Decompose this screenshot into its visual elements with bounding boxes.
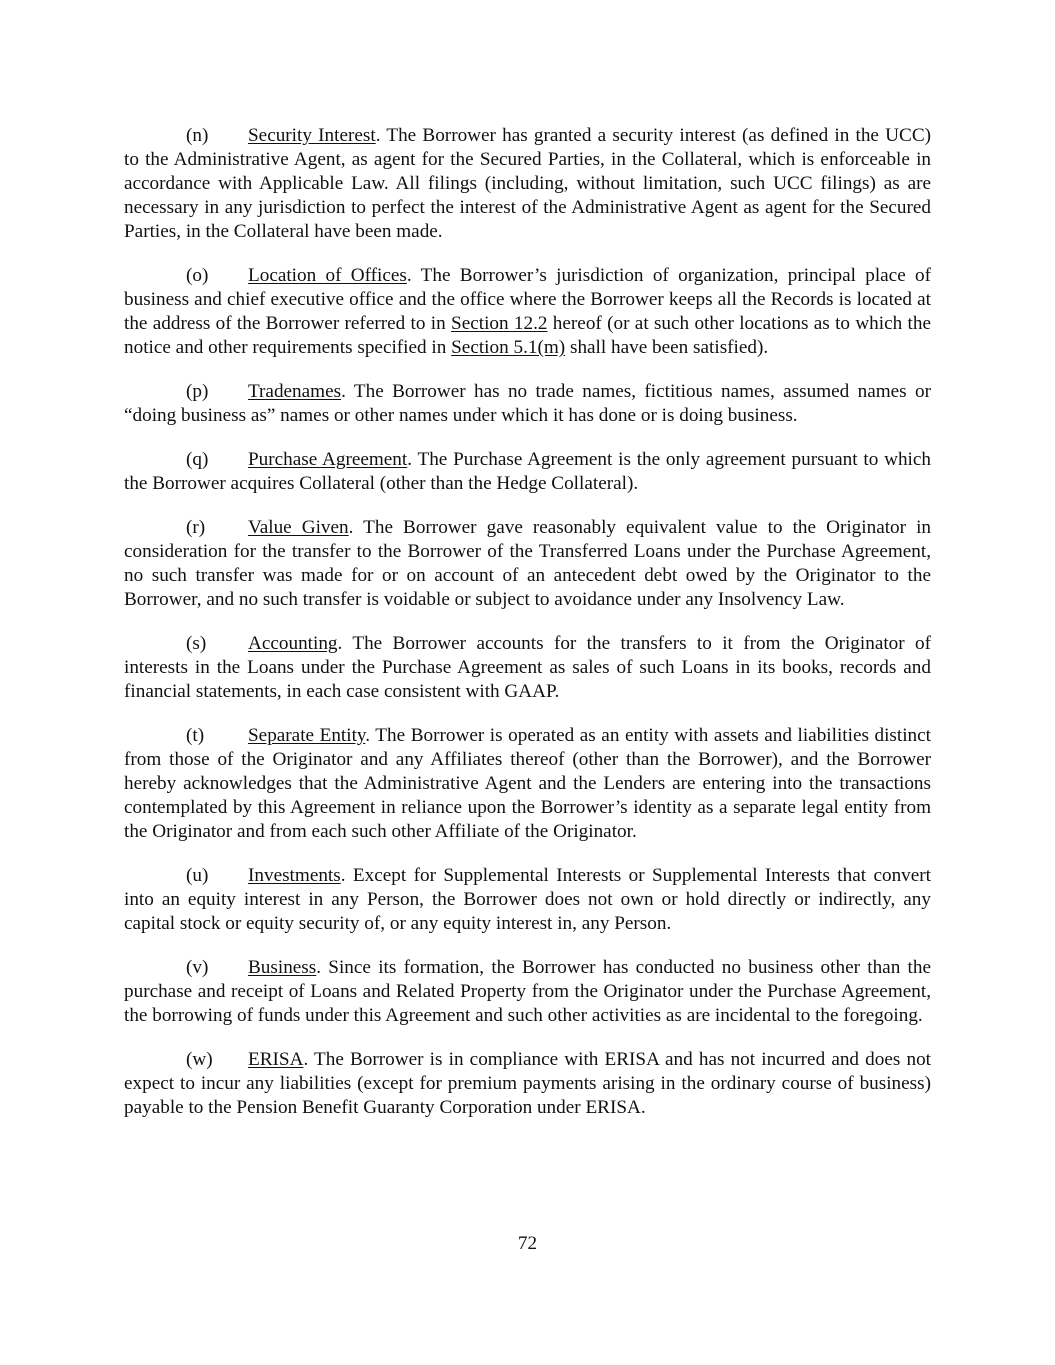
paragraph-text: . Since its formation, the Borrower has conducted no business other than the purchase and receipt of Loans and Related Property from the Originator under the Purchase Agreement, the borrowing of funds under this Agreement and such other activities as are incidental to the foregoing. <box>124 957 931 1026</box>
document-body <box>124 124 931 1140</box>
paragraph-text: . The Borrower’s jurisdiction of organization, principal place of business and chief executive office and the office where the Borrower keeps all the Records is located at the address of the Borrower referred to in <box>124 265 931 334</box>
heading-tradenames: Tradenames <box>248 381 342 402</box>
paragraph-number: (q) <box>186 449 209 470</box>
page-number: 72 <box>517 1233 538 1254</box>
paragraph-text: . The Borrower has no trade names, fictitious names, assumed names or “doing business as” names or other names under which it has done or is doing business. <box>124 381 931 426</box>
paragraph-text: . Except for Supplemental Interests or Supplemental Interests that convert into an equity interest in any Person, the Borrower does not own or hold directly or indirectly, any capital stock or equity security of, or any equity interest in, any Person. <box>124 865 931 934</box>
paragraph-v <box>124 956 931 1028</box>
heading-erisa: ERISA <box>248 1049 304 1070</box>
heading-location-of-offices: Location of Offices <box>248 265 407 286</box>
paragraph-number: (o) <box>186 265 209 286</box>
paragraph-text: . The Purchase Agreement is the only agreement pursuant to which the Borrower acquires Collateral (other than the Hedge Collateral). <box>124 449 931 494</box>
paragraph-number: (r) <box>186 517 206 538</box>
paragraph-w <box>124 1048 931 1120</box>
paragraph-q <box>124 448 931 496</box>
section-reference: Section 5.1(m) <box>451 337 566 358</box>
paragraph-number: (s) <box>186 633 207 654</box>
heading-business: Business <box>248 957 317 978</box>
heading-separate-entity: Separate Entity <box>248 725 366 746</box>
paragraph-text: . The Borrower accounts for the transfers to it from the Originator of interests in the Loans under the Purchase Agreement as sales of such Loans in its books, records and financial statements, in each case consistent with GAAP. <box>124 633 931 702</box>
paragraph-number: (v) <box>186 957 209 978</box>
section-reference: Section 12.2 <box>451 313 548 334</box>
paragraph-t <box>124 724 931 844</box>
paragraph-p <box>124 380 931 428</box>
paragraph-number: (p) <box>186 381 209 402</box>
paragraph-text: . The Borrower gave reasonably equivalent value to the Originator in consideration for the transfer to the Borrower of the Transferred Loans under the Purchase Agreement, no such transfer was made for or on account of an antecedent debt owed by the Originator to the Borrower, and no such transfer is voidable or subject to avoidance under any Insolvency Law. <box>124 517 932 610</box>
heading-investments: Investments <box>248 865 341 886</box>
paragraph-u <box>124 864 931 936</box>
paragraph-number: (u) <box>186 865 209 886</box>
heading-purchase-agreement: Purchase Agreement <box>248 449 408 470</box>
paragraph-s <box>124 632 931 704</box>
paragraph-text: . The Borrower has granted a security interest (as defined in the UCC) to the Administrative Agent, as agent for the Secured Parties, in the Collateral, which is enforceable in accordance with Applicable Law. All filings (including, without limitation, such UCC filings) as are necessary in any jurisdiction to perfect the interest of the Administrative Agent as agent for the Secured Parties, in the Collateral have been made. <box>124 125 932 242</box>
paragraph-number: (n) <box>186 125 209 146</box>
paragraph-text: . The Borrower is in compliance with ERISA and has not incurred and does not expect to incur any liabilities (except for premium payments arising in the ordinary course of business) payable to the Pension Benefit Guaranty Corporation under ERISA. <box>124 1049 931 1118</box>
heading-accounting: Accounting <box>248 633 338 654</box>
heading-value-given: Value Given <box>248 517 349 538</box>
heading-security-interest: Security Interest <box>248 125 376 146</box>
paragraph-number: (w) <box>186 1049 213 1070</box>
paragraph-r <box>124 516 931 612</box>
paragraph-number: (t) <box>186 725 205 746</box>
paragraph-o <box>124 264 931 360</box>
paragraph-n <box>124 124 931 244</box>
paragraph-text: shall have been satisfied). <box>565 337 769 358</box>
paragraph-text: . The Borrower is operated as an entity with assets and liabilities distinct from those of the Originator and any Affiliates thereof (other than the Borrower), and the Borrower hereby acknowledges that the Administrative Agent and the Lenders are entering into the transactions contemplated by this Agreement in reliance upon the Borrower’s identity as a separate legal entity from the Originator and from each such other Affiliate of the Originator. <box>124 725 931 842</box>
paragraph-text: hereof (or at such other locations as to which the notice and other requirements specified in <box>124 313 931 358</box>
